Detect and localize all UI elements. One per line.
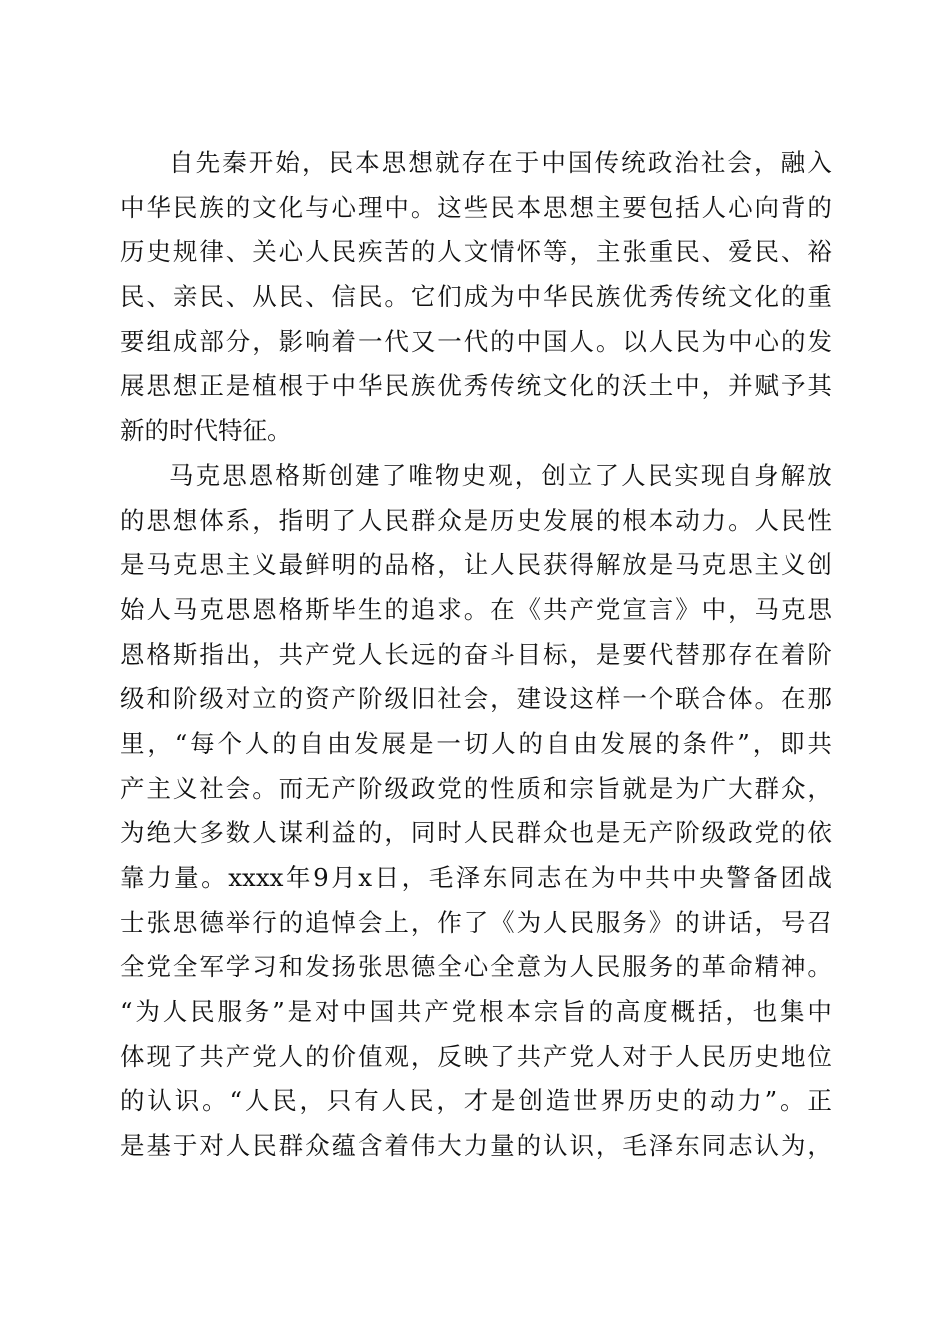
text-line: 始 人 马 克 思 恩 格 斯 毕 生 的 追 求 。 在 《 共 产 党 宣 言 》 中 ， 马 克 思 — [120, 594, 832, 624]
text-line: “ 为 人 民 服 务 ” 是 对 中 国 共 产 党 根 本 宗 旨 的 高 度 概 括 ， 也 集 中 — [120, 997, 832, 1027]
text-line: 历 史 规 律 、 关 心 人 民 疾 苦 的 人 文 情 怀 等 ， 主 张 重 民 、 爱 民 、 裕 — [120, 237, 832, 267]
paragraph-2 — [120, 454, 832, 1169]
text-line: 新的时代特征。 — [120, 416, 292, 446]
text-line: 士 张 思 德 举 行 的 追 悼 会 上 ， 作 了 《 为 人 民 服 务 》 的 讲 话 ， 号 召 — [120, 907, 832, 937]
text-line: 体 现 了 共 产 党 人 的 价 值 观 ， 反 映 了 共 产 党 人 对 于 人 民 历 史 地 位 — [120, 1041, 832, 1071]
text-line: 要 组 成 部 分 ， 影 响 着 一 代 又 一 代 的 中 国 人 。 以 人 民 为 中 心 的 发 — [120, 326, 832, 356]
text-line: 里 ， “ 每 个 人 的 自 由 发 展 是 一 切 人 的 自 由 发 展 的 条 件 ” ， 即 共 — [120, 728, 832, 758]
text-line: 自 先 秦 开 始 ， 民 本 思 想 就 存 在 于 中 国 传 统 政 治 社 会 ， 融 入 — [169, 148, 832, 177]
text-line: 产 主 义 社 会 。 而 无 产 阶 级 政 党 的 性 质 和 宗 旨 就 是 为 广 大 群 众 ， — [120, 773, 832, 803]
text-line: 恩 格 斯 指 出 ， 共 产 党 人 长 远 的 奋 斗 目 标 ， 是 要 代 替 那 存 在 着 阶 — [120, 639, 832, 669]
paragraph-1 — [120, 141, 832, 454]
text-line: 是 马 克 思 主 义 最 鲜 明 的 品 格 ， 让 人 民 获 得 解 放 是 马 克 思 主 义 创 — [120, 550, 832, 580]
text-line: 的 认 识 。 “ 人 民 ， 只 有 人 民 ， 才 是 创 造 世 界 历 史 的 动 力 ” 。 正 — [120, 1086, 832, 1116]
text-line: 靠 力 量 。 xxxx 年 9 月 x 日 ， 毛 泽 东 同 志 在 为 中 共 中 央 警 备 团 战 — [120, 863, 832, 892]
text-line: 全 党 全 军 学 习 和 发 扬 张 思 德 全 心 全 意 为 人 民 服 务 的 革 命 精 神 。 — [120, 952, 832, 982]
text-line: 马 克 思 恩 格 斯 创 建 了 唯 物 史 观 ， 创 立 了 人 民 实 现 自 身 解 放 — [169, 460, 832, 490]
text-line: 是 基 于 对 人 民 群 众 蕴 含 着 伟 大 力 量 的 认 识 ， 毛 泽 东 同 志 认 为 ， — [120, 1131, 832, 1161]
text-line: 中 华 民 族 的 文 化 与 心 理 中 。 这 些 民 本 思 想 主 要 包 括 人 心 向 背 的 — [120, 192, 832, 222]
text-line: 展 思 想 正 是 植 根 于 中 华 民 族 优 秀 传 统 文 化 的 沃 土 中 ， 并 赋 予 其 — [120, 371, 832, 401]
body-text — [120, 141, 832, 1169]
text-line: 级 和 阶 级 对 立 的 资 产 阶 级 旧 社 会 ， 建 设 这 样 一 个 联 合 体 。 在 那 — [120, 684, 832, 714]
text-line: 为 绝 大 多 数 人 谋 利 益 的 ， 同 时 人 民 群 众 也 是 无 产 阶 级 政 党 的 依 — [120, 818, 832, 848]
text-line: 民 、 亲 民 、 从 民 、 信 民 。 它 们 成 为 中 华 民 族 优 秀 传 统 文 化 的 重 — [120, 282, 832, 312]
text-line: 的 思 想 体 系 ， 指 明 了 人 民 群 众 是 历 史 发 展 的 根 本 动 力 。 人 民 性 — [120, 505, 832, 535]
